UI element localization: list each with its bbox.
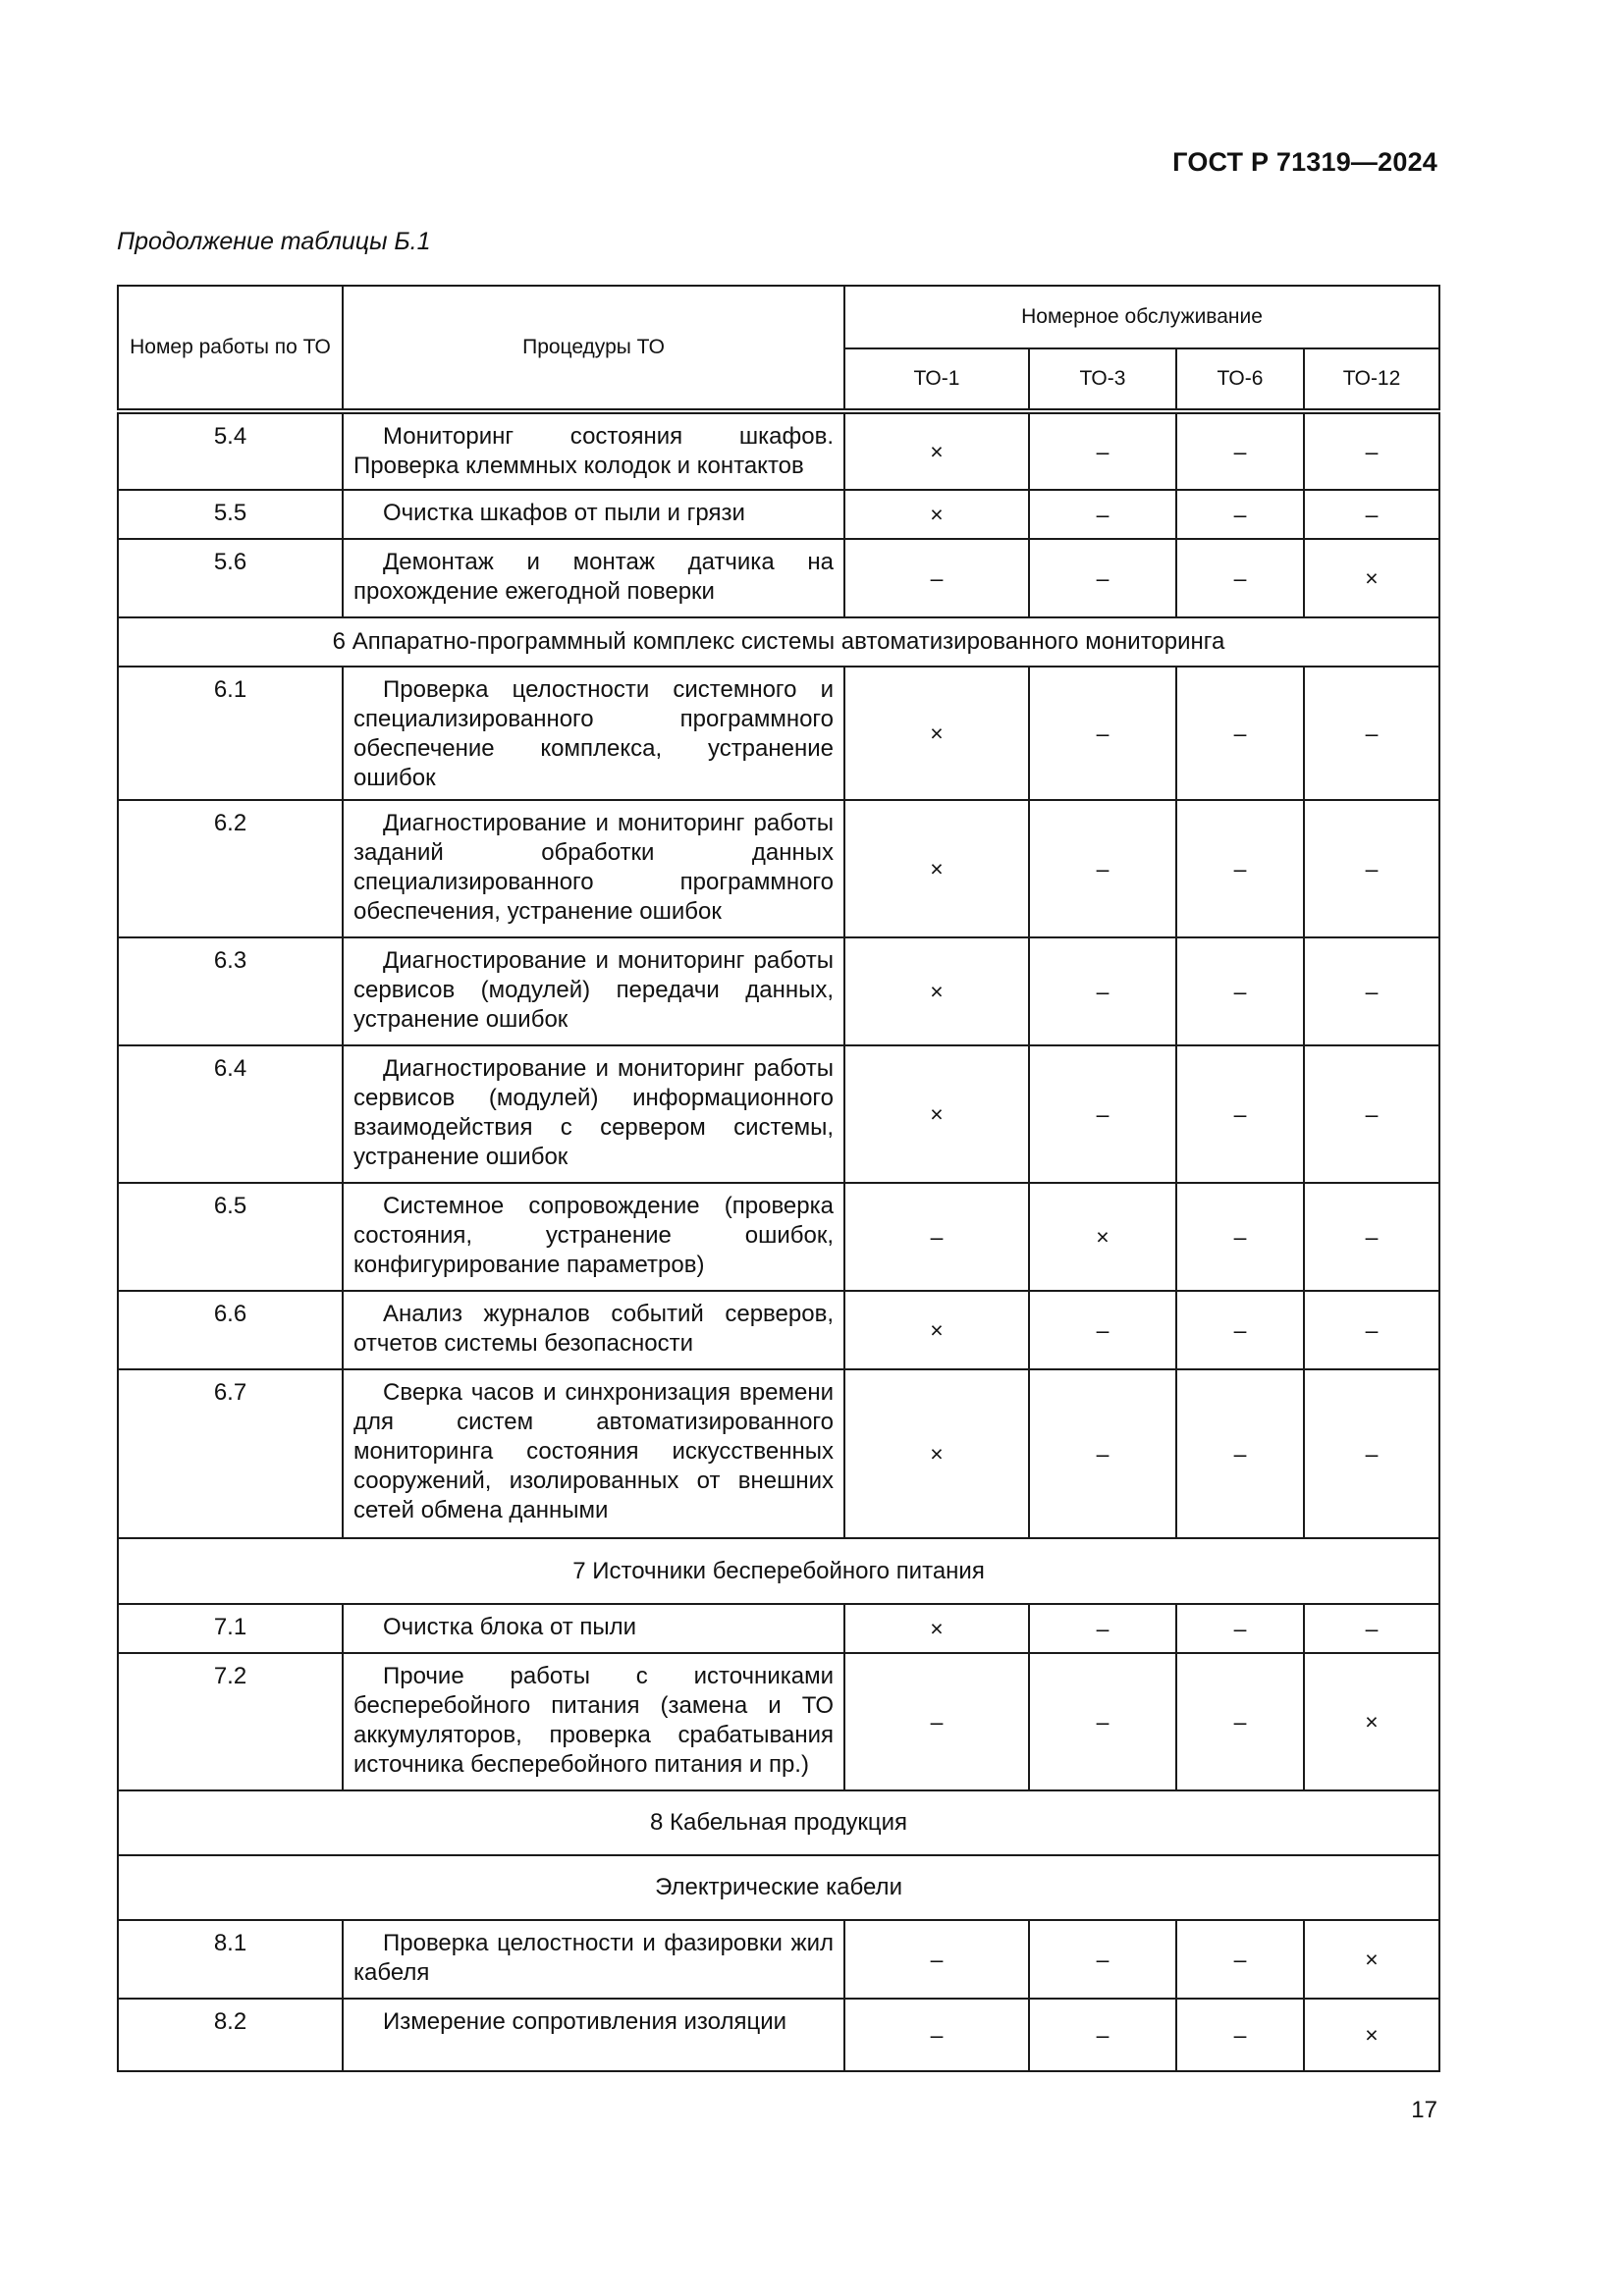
- mark-to-3: –: [1029, 411, 1176, 490]
- mark-to-1: –: [844, 1653, 1029, 1790]
- procedure-description: [343, 1920, 844, 1999]
- mark-to-12: –: [1304, 1369, 1439, 1538]
- work-number: 6.3: [118, 937, 343, 1045]
- header-to-3: ТО-3: [1029, 348, 1176, 411]
- mark-to-12: –: [1304, 1291, 1439, 1369]
- mark-to-6: –: [1176, 1604, 1304, 1653]
- mark-to-3: –: [1029, 1604, 1176, 1653]
- procedure-text: Измерение сопротивления изоляции: [383, 2008, 787, 2035]
- mark-to-1: ×: [844, 667, 1029, 800]
- procedure-description: [343, 1291, 844, 1369]
- procedure-text: Прочие работы с источниками бесперебойного питания (замена и ТО аккумуляторов, проверка срабатывания источника бесперебойного питания и пр.): [353, 1663, 834, 1778]
- mark-to-12: ×: [1304, 1999, 1439, 2071]
- procedure-description: [343, 1045, 844, 1183]
- mark-to-3: ×: [1029, 1183, 1176, 1291]
- procedure-description: [343, 411, 844, 490]
- mark-to-1: –: [844, 1920, 1029, 1999]
- work-number: 6.2: [118, 800, 343, 937]
- procedure-description: [343, 1604, 844, 1653]
- mark-to-6: –: [1176, 667, 1304, 800]
- mark-to-12: –: [1304, 937, 1439, 1045]
- mark-to-1: –: [844, 1183, 1029, 1291]
- procedure-text: Мониторинг состояния шкафов. Проверка клеммных колодок и контактов: [353, 423, 834, 479]
- mark-to-3: –: [1029, 1653, 1176, 1790]
- section-title: 7 Источники бесперебойного питания: [118, 1538, 1439, 1604]
- mark-to-3: –: [1029, 800, 1176, 937]
- mark-to-1: –: [844, 539, 1029, 617]
- header-numbered-service: Номерное обслуживание: [844, 286, 1439, 348]
- mark-to-12: –: [1304, 490, 1439, 539]
- mark-to-12: –: [1304, 1183, 1439, 1291]
- table-row: [118, 1291, 1439, 1369]
- mark-to-12: –: [1304, 667, 1439, 800]
- work-number: 6.5: [118, 1183, 343, 1291]
- header-to-1: ТО-1: [844, 348, 1029, 411]
- work-number: 7.2: [118, 1653, 343, 1790]
- section-title: 8 Кабельная продукция: [118, 1790, 1439, 1855]
- table-row: [118, 667, 1439, 800]
- mark-to-12: –: [1304, 1604, 1439, 1653]
- procedure-description: [343, 1653, 844, 1790]
- mark-to-6: –: [1176, 1999, 1304, 2071]
- procedure-text: Очистка шкафов от пыли и грязи: [383, 500, 745, 526]
- mark-to-1: ×: [844, 1045, 1029, 1183]
- mark-to-1: ×: [844, 1369, 1029, 1538]
- mark-to-12: ×: [1304, 1920, 1439, 1999]
- table-row: [118, 1604, 1439, 1653]
- work-number: 6.4: [118, 1045, 343, 1183]
- procedure-text: Проверка целостности и фазировки жил кабеля: [353, 1930, 834, 1986]
- mark-to-1: ×: [844, 1604, 1029, 1653]
- page-number: 17: [1411, 2097, 1437, 2123]
- table-row: [118, 800, 1439, 937]
- work-number: 5.5: [118, 490, 343, 539]
- procedure-text: Сверка часов и синхронизация времени для систем автоматизированного мониторинга состояния искусственных сооружений, изолированных от внешних сетей обмена данными: [353, 1379, 834, 1523]
- mark-to-3: –: [1029, 1291, 1176, 1369]
- table-row: [118, 1183, 1439, 1291]
- procedure-description: [343, 1999, 844, 2071]
- mark-to-3: –: [1029, 539, 1176, 617]
- mark-to-1: ×: [844, 937, 1029, 1045]
- procedure-description: [343, 937, 844, 1045]
- mark-to-12: –: [1304, 800, 1439, 937]
- mark-to-6: –: [1176, 937, 1304, 1045]
- table-row: [118, 1369, 1439, 1538]
- procedure-text: Системное сопровождение (проверка состояния, устранение ошибок, конфигурирование параметров): [353, 1193, 834, 1278]
- section-row: [118, 1790, 1439, 1855]
- mark-to-3: –: [1029, 937, 1176, 1045]
- procedure-description: [343, 539, 844, 617]
- table-row: [118, 937, 1439, 1045]
- mark-to-6: –: [1176, 539, 1304, 617]
- mark-to-1: ×: [844, 411, 1029, 490]
- table-row: [118, 539, 1439, 617]
- table-caption: Продолжение таблицы Б.1: [117, 228, 431, 255]
- header-procedures: Процедуры ТО: [343, 286, 844, 411]
- table-row: [118, 490, 1439, 539]
- work-number: 5.4: [118, 411, 343, 490]
- maintenance-table: [117, 285, 1440, 2072]
- table-row: [118, 1999, 1439, 2071]
- work-number: 8.2: [118, 1999, 343, 2071]
- procedure-text: Диагностирование и мониторинг работы сервисов (модулей) информационного взаимодействия с сервером системы, устранение ошибок: [353, 1055, 834, 1170]
- table-row: [118, 411, 1439, 490]
- section-title: Электрические кабели: [118, 1855, 1439, 1920]
- work-number: 8.1: [118, 1920, 343, 1999]
- work-number: 6.7: [118, 1369, 343, 1538]
- mark-to-6: –: [1176, 1653, 1304, 1790]
- procedure-text: Демонтаж и монтаж датчика на прохождение ежегодной поверки: [353, 549, 834, 605]
- mark-to-12: ×: [1304, 1653, 1439, 1790]
- mark-to-3: –: [1029, 667, 1176, 800]
- mark-to-12: –: [1304, 1045, 1439, 1183]
- header-to-12: ТО-12: [1304, 348, 1439, 411]
- table-row: [118, 1045, 1439, 1183]
- mark-to-12: –: [1304, 411, 1439, 490]
- mark-to-6: –: [1176, 411, 1304, 490]
- procedure-text: Проверка целостности системного и специализированного программного обеспечение комплекса, устранение ошибок: [353, 676, 834, 791]
- section-row: [118, 1538, 1439, 1604]
- table-row: [118, 1653, 1439, 1790]
- mark-to-6: –: [1176, 1183, 1304, 1291]
- procedure-description: [343, 800, 844, 937]
- procedure-text: Анализ журналов событий серверов, отчетов системы безопасности: [353, 1301, 834, 1357]
- header-work-number: Номер работы по ТО: [118, 286, 343, 411]
- mark-to-1: ×: [844, 800, 1029, 937]
- work-number: 7.1: [118, 1604, 343, 1653]
- procedure-text: Очистка блока от пыли: [383, 1614, 637, 1640]
- mark-to-3: –: [1029, 1999, 1176, 2071]
- procedure-description: [343, 1183, 844, 1291]
- mark-to-6: –: [1176, 490, 1304, 539]
- mark-to-3: –: [1029, 1369, 1176, 1538]
- mark-to-3: –: [1029, 1920, 1176, 1999]
- procedure-text: Диагностирование и мониторинг работы заданий обработки данных специализированного программного обеспечения, устранение ошибок: [353, 810, 834, 925]
- table-row: [118, 1920, 1439, 1999]
- work-number: 6.1: [118, 667, 343, 800]
- mark-to-6: –: [1176, 1920, 1304, 1999]
- procedure-text: Диагностирование и мониторинг работы сервисов (модулей) передачи данных, устранение ошибок: [353, 947, 834, 1033]
- mark-to-6: –: [1176, 1045, 1304, 1183]
- section-row: [118, 1855, 1439, 1920]
- work-number: 5.6: [118, 539, 343, 617]
- header-to-6: ТО-6: [1176, 348, 1304, 411]
- section-title: 6 Аппаратно-программный комплекс системы автоматизированного мониторинга: [118, 617, 1439, 667]
- procedure-description: [343, 1369, 844, 1538]
- procedure-description: [343, 667, 844, 800]
- mark-to-1: ×: [844, 1291, 1029, 1369]
- mark-to-3: –: [1029, 1045, 1176, 1183]
- mark-to-6: –: [1176, 1291, 1304, 1369]
- mark-to-12: ×: [1304, 539, 1439, 617]
- section-row: [118, 617, 1439, 667]
- document-code: ГОСТ Р 71319—2024: [1172, 147, 1437, 177]
- mark-to-6: –: [1176, 1369, 1304, 1538]
- mark-to-1: –: [844, 1999, 1029, 2071]
- mark-to-1: ×: [844, 490, 1029, 539]
- table-body: [118, 411, 1439, 2071]
- procedure-description: [343, 490, 844, 539]
- mark-to-3: –: [1029, 490, 1176, 539]
- mark-to-6: –: [1176, 800, 1304, 937]
- work-number: 6.6: [118, 1291, 343, 1369]
